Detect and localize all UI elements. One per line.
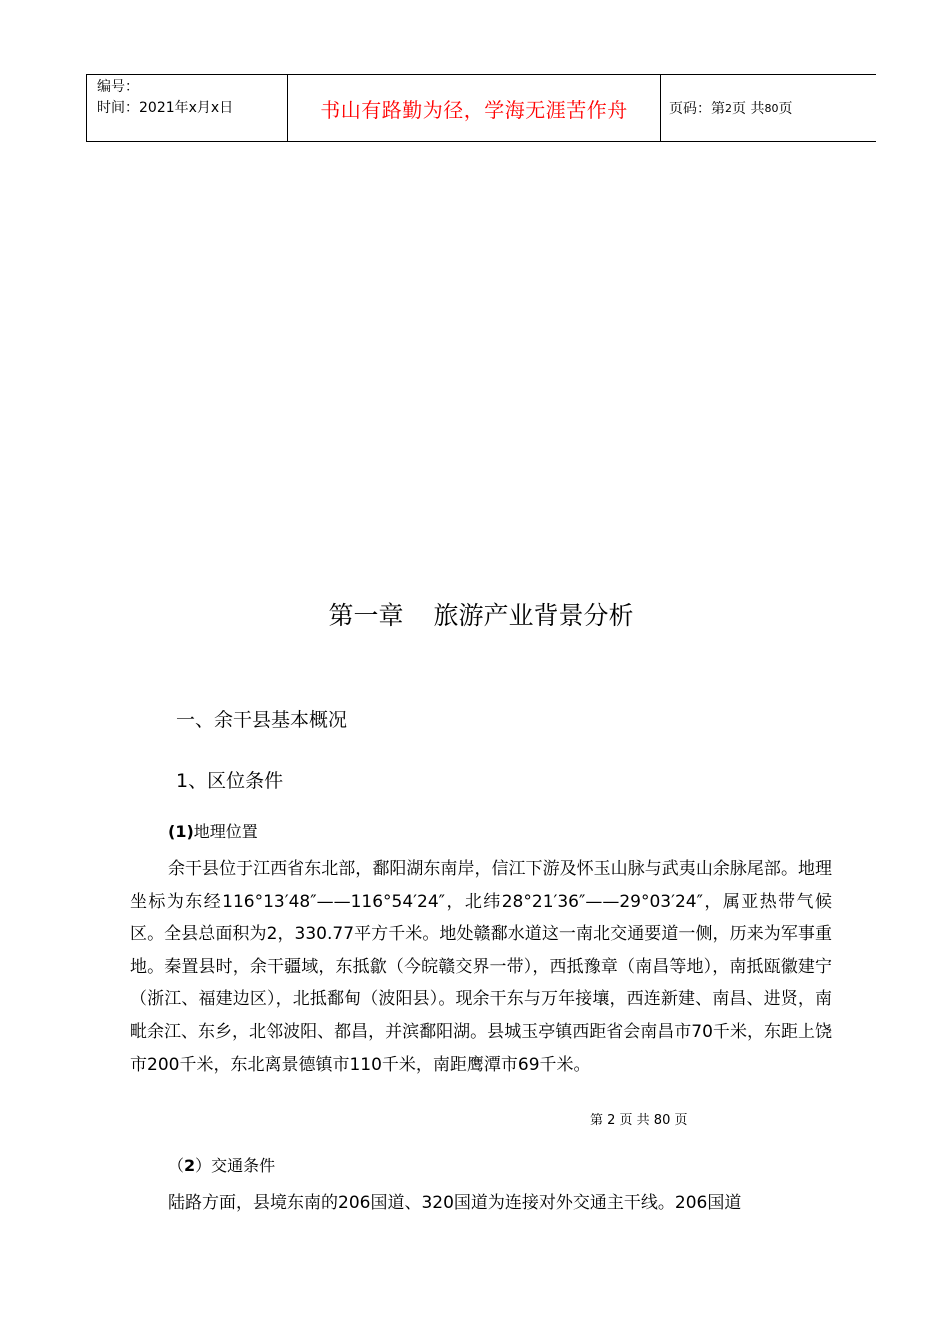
header-meta-cell [87,75,288,141]
item-heading-location [168,819,258,845]
page-prefix: 页码：第 [669,101,725,117]
chapter-name: 旅游产业背景分析 [433,601,634,630]
document-time-label: 时间：2021年x月x日 [97,100,234,116]
item-title: 交通条件 [211,1156,276,1175]
header-page-cell [661,75,877,141]
section-heading: 一、余干县基本概况 [176,709,348,731]
header-table [86,74,876,142]
header-motto-cell [288,75,661,141]
item-heading-transport [168,1153,275,1179]
page-current-number: 2 [725,101,732,115]
chapter-label: 第一章 [328,601,404,630]
item-open-paren: （ [168,1156,185,1175]
sub-heading: 1、区位条件 [176,770,284,792]
page-total-number: 80 [764,101,779,115]
chapter-title [0,598,950,634]
item-number: (1) [168,822,194,841]
paragraph-location: 余干县位于江西省东北部，鄱阳湖东南岸，信江下游及怀玉山脉与武夷山余脉尾部。地理坐标为东经116°13′48″——116°54′24″，北纬28°21′36″——29°03′24″，属亚热带气候区。全县总面积为2，330.77平方千米。地处赣鄱水道这一南北交通要道一侧，历来为军事重地。秦置县时，余干疆域，东抵歙（今皖赣交界一带），西抵豫章（南昌等地），南抵瓯徽建宁（浙江、福建边区），北抵鄱甸（波阳县）。现余干东与万年接壤，西连新建、南昌、进贤，南毗余江、东乡，北邻波阳、都昌，并滨鄱阳湖。县城玉亭镇西距省会南昌市70千米，东距上饶市200千米，东北离景德镇市110千米，南距鹰潭市69千米。 [130,859,832,1075]
document-number-label: 编号： [97,79,139,95]
page-mid: 页 共 [732,101,765,117]
item-title: 地理位置 [193,822,258,841]
item-close-paren: ） [195,1156,212,1175]
page-suffix: 页 [778,101,793,117]
page-footer-overlay: 第 2 页 共 80 页 [590,1113,688,1128]
item-number: 2 [184,1156,196,1175]
header-motto: 书山有路勤为径，学海无涯苦作舟 [320,97,628,122]
paragraph-transport: 陆路方面，县境东南的206国道、320国道为连接对外交通主干线。206国道 [168,1193,742,1213]
